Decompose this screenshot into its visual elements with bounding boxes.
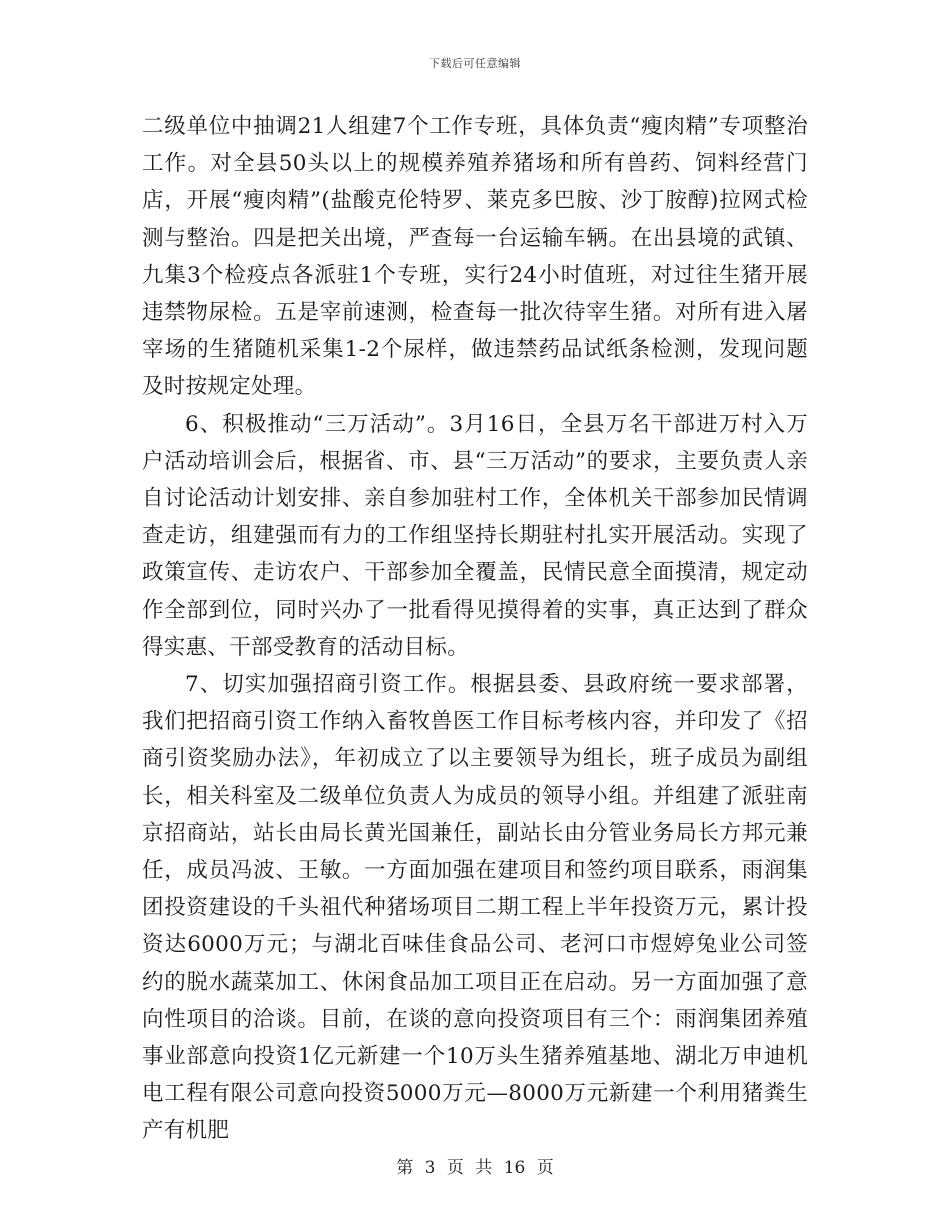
page-header: 下载后可任意编辑	[429, 57, 521, 70]
page-footer: 第 3 页 共 16 页	[396, 1158, 554, 1178]
paragraph-continuation: 二级单位中抽调21人组建7个工作专班，具体负责“瘦肉精”专项整治工作。对全县50头以上的规模养殖养猪场和所有兽药、饲料经营门店，开展“瘦肉精”(盐酸克伦特罗、莱克多巴胺、沙丁胺醇)拉网式检测与整治。四是把关出境，严查每一台运输车辆。在出县境的武镇、九集3个检疫点各派驻1个专班，实行24小时值班，对过往生猪开展违禁物尿检。五是宰前速测，检查每一批次待宰生猪。对所有进入屠宰场的生猪随机采集1-2个尿样，做违禁药品试纸条检测，发现问题及时按规定处理。	[142, 114, 808, 400]
paragraph-item-6: 6、积极推动“三万活动”。3月16日，全县万名干部进万村入万户活动培训会后，根据省、市、县“三万活动”的要求，主要负责人亲自讨论活动计划安排、亲自参加驻村工作，全体机关干部参加民情调查走访，组建强而有力的工作组坚持长期驻村扎实开展活动。实现了政策宣传、走访农户、干部参加全覆盖，民情民意全面摸清，规定动作全部到位，同时兴办了一批看得见摸得着的实事，真正达到了群众得实惠、干部受教育的活动目标。	[142, 411, 808, 660]
paragraph-item-7: 7、切实加强招商引资工作。根据县委、县政府统一要求部署，我们把招商引资工作纳入畜牧兽医工作目标考核内容，并印发了《招商引资奖励办法》，年初成立了以主要领导为组长，班子成员为副组长，相关科室及二级单位负责人为成员的领导小组。并组建了派驻南京招商站，站长由局长黄光国兼任，副站长由分管业务局长方邦元兼任，成员冯波、王敏。一方面加强在建项目和签约项目联系，雨润集团投资建设的千头祖代种猪场项目二期工程上半年投资万元，累计投资达6000万元；与湖北百味佳食品公司、老河口市煜婷兔业公司签约的脱水蔬菜加工、休闲食品加工项目正在启动。另一方面加强了意向性项目的洽谈。目前，在谈的意向投资项目有三个：雨润集团养殖事业部意向投资1亿元新建一个10万头生猪养殖基地、湖北万申迪机电工程有限公司意向投资5000万元—8000万元新建一个利用猪粪生产有机肥	[142, 672, 808, 1144]
document-body	[142, 108, 808, 1150]
